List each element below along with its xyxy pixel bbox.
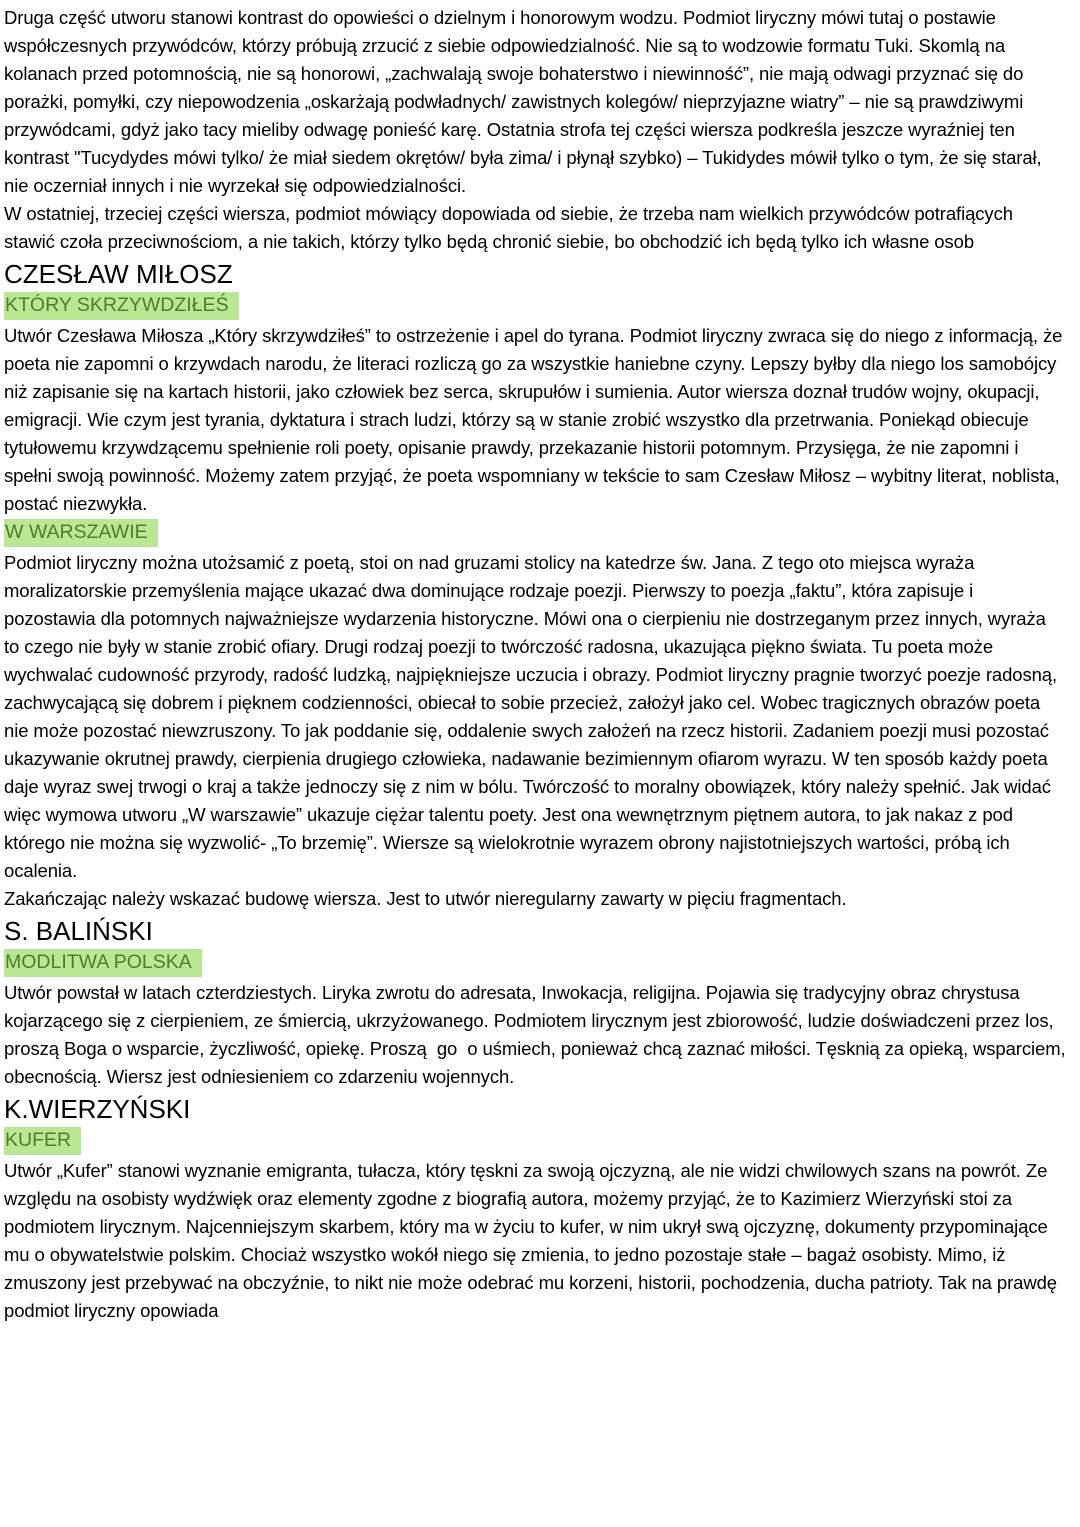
paragraph: Druga część utworu stanowi kontrast do opowieści o dzielnym i honorowym wodzu. Podmiot liryczny mówi tutaj o postawie współczesnych przywódców, którzy próbują zrzucić z siebie odpowiedzialność. Nie są to wodzowie formatu Tuki. Skomlą na kolanach przed potomnością, nie są honorowi, „zachwalają swoje bohaterstwo i niewinność”, nie mają odwagi przyznać się do porażki, pomyłki, czy niepowodzenia „oskarżają podwładnych/ zawistnych kolegów/ nieprzyjazne wiatry” – nie są prawdziwymi przywódcami, gdyż jako tacy mieliby odwagę ponieść karę. Ostatnia strofa tej części wiersza podkreśla jeszcze wyraźniej ten kontrast "Tucydydes mówi tylko/ że miał siedem okrętów/ była zima/ i płynął szybko) – Tukidydes mówił tylko o tym, że się starał, nie oczerniał innych i nie wyrzekał się odpowiedzialności. — [4, 7, 1047, 196]
poem-title-highlight: KUFER — [4, 1127, 81, 1155]
paragraph: Utwór powstał w latach czterdziestych. Liryka zwrotu do adresata, Inwokacja, religijna. Pojawia się tradycyjny obraz chrystusa kojarzącego się z cierpieniem, ze śmiercią, ukrzyżowanego. Podmiotem lirycznym jest zbiorowość, ludzie doświadczeni przez los, proszą Boga o wsparcie, życzliwość, opiekę. Proszą go o uśmiech, ponieważ chcą zaznać miłości. Tęsknią za opieką, wsparciem, obecnością. Wiersz jest odniesieniem co zdarzeniu wojennych. — [4, 982, 1071, 1087]
paragraph: Utwór „Kufer” stanowi wyznanie emigranta, tułacza, który tęskni za swoją ojczyzną, ale nie widzi chwilowych szans na powrót. Ze względu na osobisty wydźwięk oraz elementy zgodne z biografią autora, możemy przyjąć, że to Kazimierz Wierzyński stoi za podmiotem lirycznym. Najcenniejszym skarbem, który ma w życiu to kufer, w nim ukrył swą ojczyznę, dokumenty przypominające mu o obywatelstwie polskim. Chociaż wszystko wokół niego się zmienia, to jedno pozostaje stałe – bagaż osobisty. Mimo, iż zmuszony jest przebywać na obczyźnie, to nikt nie może odebrać mu korzeni, historii, pochodzenia, ducha patrioty. Tak na prawdę podmiot liryczny opowiada — [4, 1160, 1063, 1321]
poem-title-highlight: KTÓRY SKRZYWDZIŁEŚ — [4, 292, 239, 320]
author-heading: K.WIERZYŃSKI — [4, 1094, 191, 1124]
paragraph: Utwór Czesława Miłosza „Który skrzywdziłeś” to ostrzeżenie i apel do tyrana. Podmiot liryczny zwraca się do niego z informacją, że poeta nie zapomni o krzywdach narodu, że literaci rozliczą go za wszystkie haniebne czyny. Lepszy byłby dla niego los samobójcy niż zapisanie się na kartach historii, jako człowiek bez serca, skrupułów i sumienia. Autor wiersza doznał trudów wojny, okupacji, emigracji. Wie czym jest tyrania, dyktatura i strach ludzi, którzy są w stanie zrobić wszystko dla przetrwania. Poniekąd obiecuje tytułowemu krzywdzącemu spełnienie roli poety, opisanie prawdy, przekazanie historii potomnym. Przysięga, że nie zapomni i spełni swoją powinność. Możemy zatem przyjąć, że poeta wspomniany w tekście to sam Czesław Miłosz – wybitny literat, noblista, postać niezwykła. — [4, 325, 1068, 514]
poem-title-highlight: W WARSZAWIE — [4, 519, 158, 547]
paragraph: W ostatniej, trzeciej części wiersza, podmiot mówiący dopowiada od siebie, że trzeba nam wielkich przywódców potrafiących stawić czoła przeciwnościom, a nie takich, którzy tylko będą chronić siebie, bo obchodzić ich będą tylko ich własne osob — [4, 203, 1018, 252]
poem-title-row — [4, 1127, 1066, 1155]
poem-title-row — [4, 292, 1066, 320]
author-heading: S. BALIŃSKI — [4, 916, 153, 946]
author-heading: CZESŁAW MIŁOSZ — [4, 259, 233, 289]
paragraph: Zakańczając należy wskazać budowę wiersza. Jest to utwór nieregularny zawarty w pięciu fragmentach. — [4, 888, 847, 909]
paragraph: Podmiot liryczny można utożsamić z poetą, stoi on nad gruzami stolicy na katedrze św. Jana. Z tego oto miejsca wyraża moralizatorskie przemyślenia mające ukazać dwa dominujące rodzaje poezji. Pierwszy to poezja „faktu”, która zapisuje i pozostawia dla potomnych najważniejsze wydarzenia historyczne. Mówi ona o cierpieniu nie dostrzeganym przez innych, wyraża to czego nie były w stanie zrobić ofiary. Drugi rodzaj poezji to twórczość radosna, ukazująca piękno świata. Tu poeta może wychwalać cudowność przyrody, radość ludzką, najpiękniejsze uczucia i obrazy. Podmiot liryczny pragnie tworzyć poezje radosną, zachwycającą się dobrem i pięknem codzienności, obiecał to sobie przecież, założył jako cel. Wobec tragicznych obrazów poeta nie może pozostać niewzruszony. To jak poddanie się, oddalenie swych założeń na rzecz historii. Zadaniem poezji musi pozostać ukazywanie okrutnej prawdy, cierpienia drugiego człowieka, nadawanie bezimiennym ofiarom wyrazu. W ten sposób każdy poeta daje wyraz swej trwogi o kraj a także jednoczy się z nim w bólu. Twórczość to moralny obowiązek, który należy spełnić. Jak widać więc wymowa utworu „W warszawie” ukazuje ciężar talentu poety. Jest ona wewnętrznym piętnem autora, to jak nakaz z pod którego nie można się wyzwolić- „To brzemię”. Wiersze są wielokrotnie wyrazem obrony najistotniejszych wartości, próbą ich ocalenia. — [4, 552, 1063, 881]
poem-title-row — [4, 519, 1066, 547]
poem-title-highlight: MODLITWA POLSKA — [4, 949, 202, 977]
poem-title-row — [4, 949, 1066, 977]
